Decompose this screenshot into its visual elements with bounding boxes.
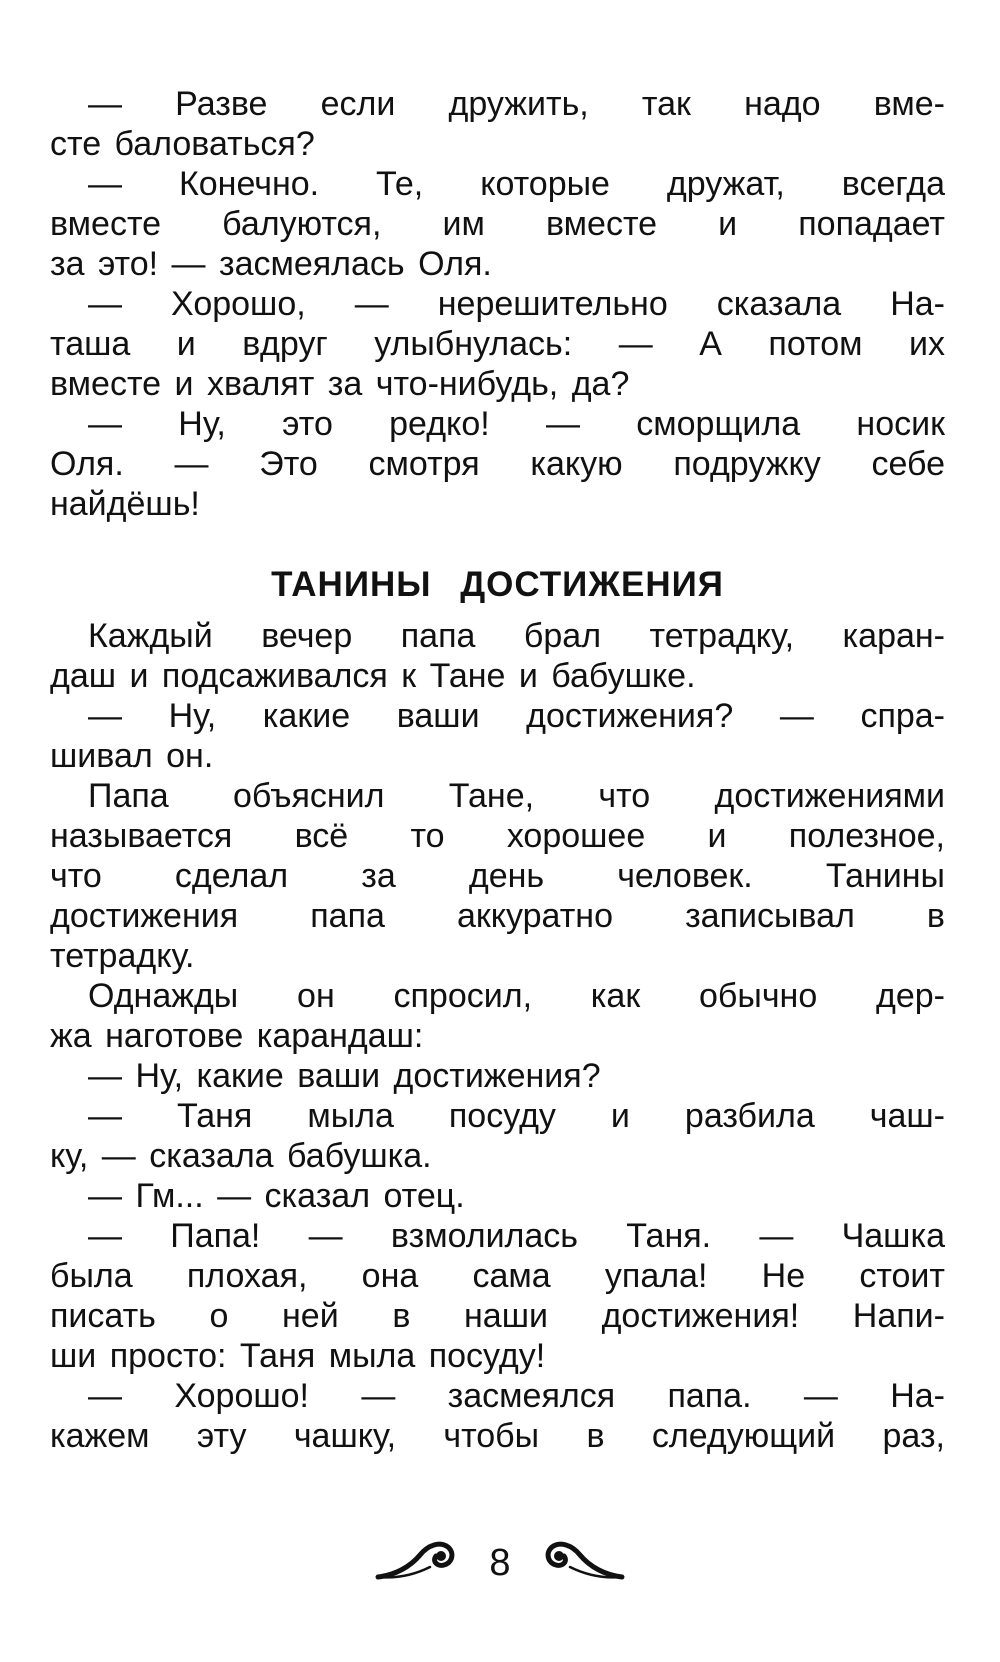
text-line: жа наготове карандаш: [50, 1017, 424, 1055]
text-line: за это! — засмеялась Оля. [50, 245, 492, 283]
text-line: достижения папа аккуратно записывал в [50, 897, 945, 935]
text-line: Каждый вечер папа брал тетрадку, каран- [88, 617, 945, 655]
page-body [50, 84, 945, 1456]
text-line: писать о ней в наши достижения! Напи- [50, 1297, 945, 1335]
story-section [50, 616, 945, 1456]
text-line: — Таня мыла посуду и разбила чаш- [88, 1097, 945, 1135]
text-line: — Папа! — взмолилась Таня. — Чашка [88, 1217, 945, 1255]
text-line: найдёшь! [50, 485, 200, 523]
dialogue-section [50, 84, 945, 524]
text-line: вместе и хвалят за что-нибудь, да? [50, 365, 630, 403]
text-line: вместе балуются, им вместе и попадает [50, 205, 945, 243]
text-line: была плохая, она сама упала! Не стоит [50, 1257, 945, 1295]
text-line: Оля. — Это смотря какую подружку себе [50, 445, 945, 483]
text-line: — Ну, какие ваши достижения? [88, 1057, 601, 1095]
text-line: даш и подсаживался к Тане и бабушке. [50, 657, 696, 695]
text-line: Папа объяснил Тане, что достижениями [88, 777, 945, 815]
text-line: что сделал за день человек. Танины [50, 857, 945, 895]
text-line: — Разве если дружить, так надо вме- [88, 85, 945, 123]
text-line: — Ну, это редко! — сморщила носик [88, 405, 945, 443]
text-line: — Конечно. Те, которые дружат, всегда [88, 165, 945, 203]
text-line: Однажды он спросил, как обычно дер- [88, 977, 945, 1015]
page-footer [0, 1525, 1000, 1615]
text-line: — Ну, какие ваши достижения? — спра- [88, 697, 945, 735]
text-line: — Гм... — сказал отец. [88, 1177, 465, 1215]
text-line: называется всё то хорошее и полезное, [50, 817, 945, 855]
page-number: 8 [489, 1542, 511, 1584]
text-line: ши просто: Таня мыла посуду! [50, 1337, 546, 1375]
text-line: ку, — сказала бабушка. [50, 1137, 432, 1175]
text-line: тетрадку. [50, 937, 195, 975]
text-line: кажем эту чашку, чтобы в следующий раз, [50, 1417, 945, 1455]
text-line: — Хорошо, — нерешительно сказала На- [88, 285, 945, 323]
text-line: таша и вдруг улыбнулась: — А потом их [50, 325, 945, 363]
chapter-title: ТАНИНЫ ДОСТИЖЕНИЯ [271, 565, 724, 604]
text-line: сте баловаться? [50, 125, 315, 163]
text-line: — Хорошо! — засмеялся папа. — На- [88, 1377, 945, 1415]
text-line: шивал он. [50, 737, 214, 775]
